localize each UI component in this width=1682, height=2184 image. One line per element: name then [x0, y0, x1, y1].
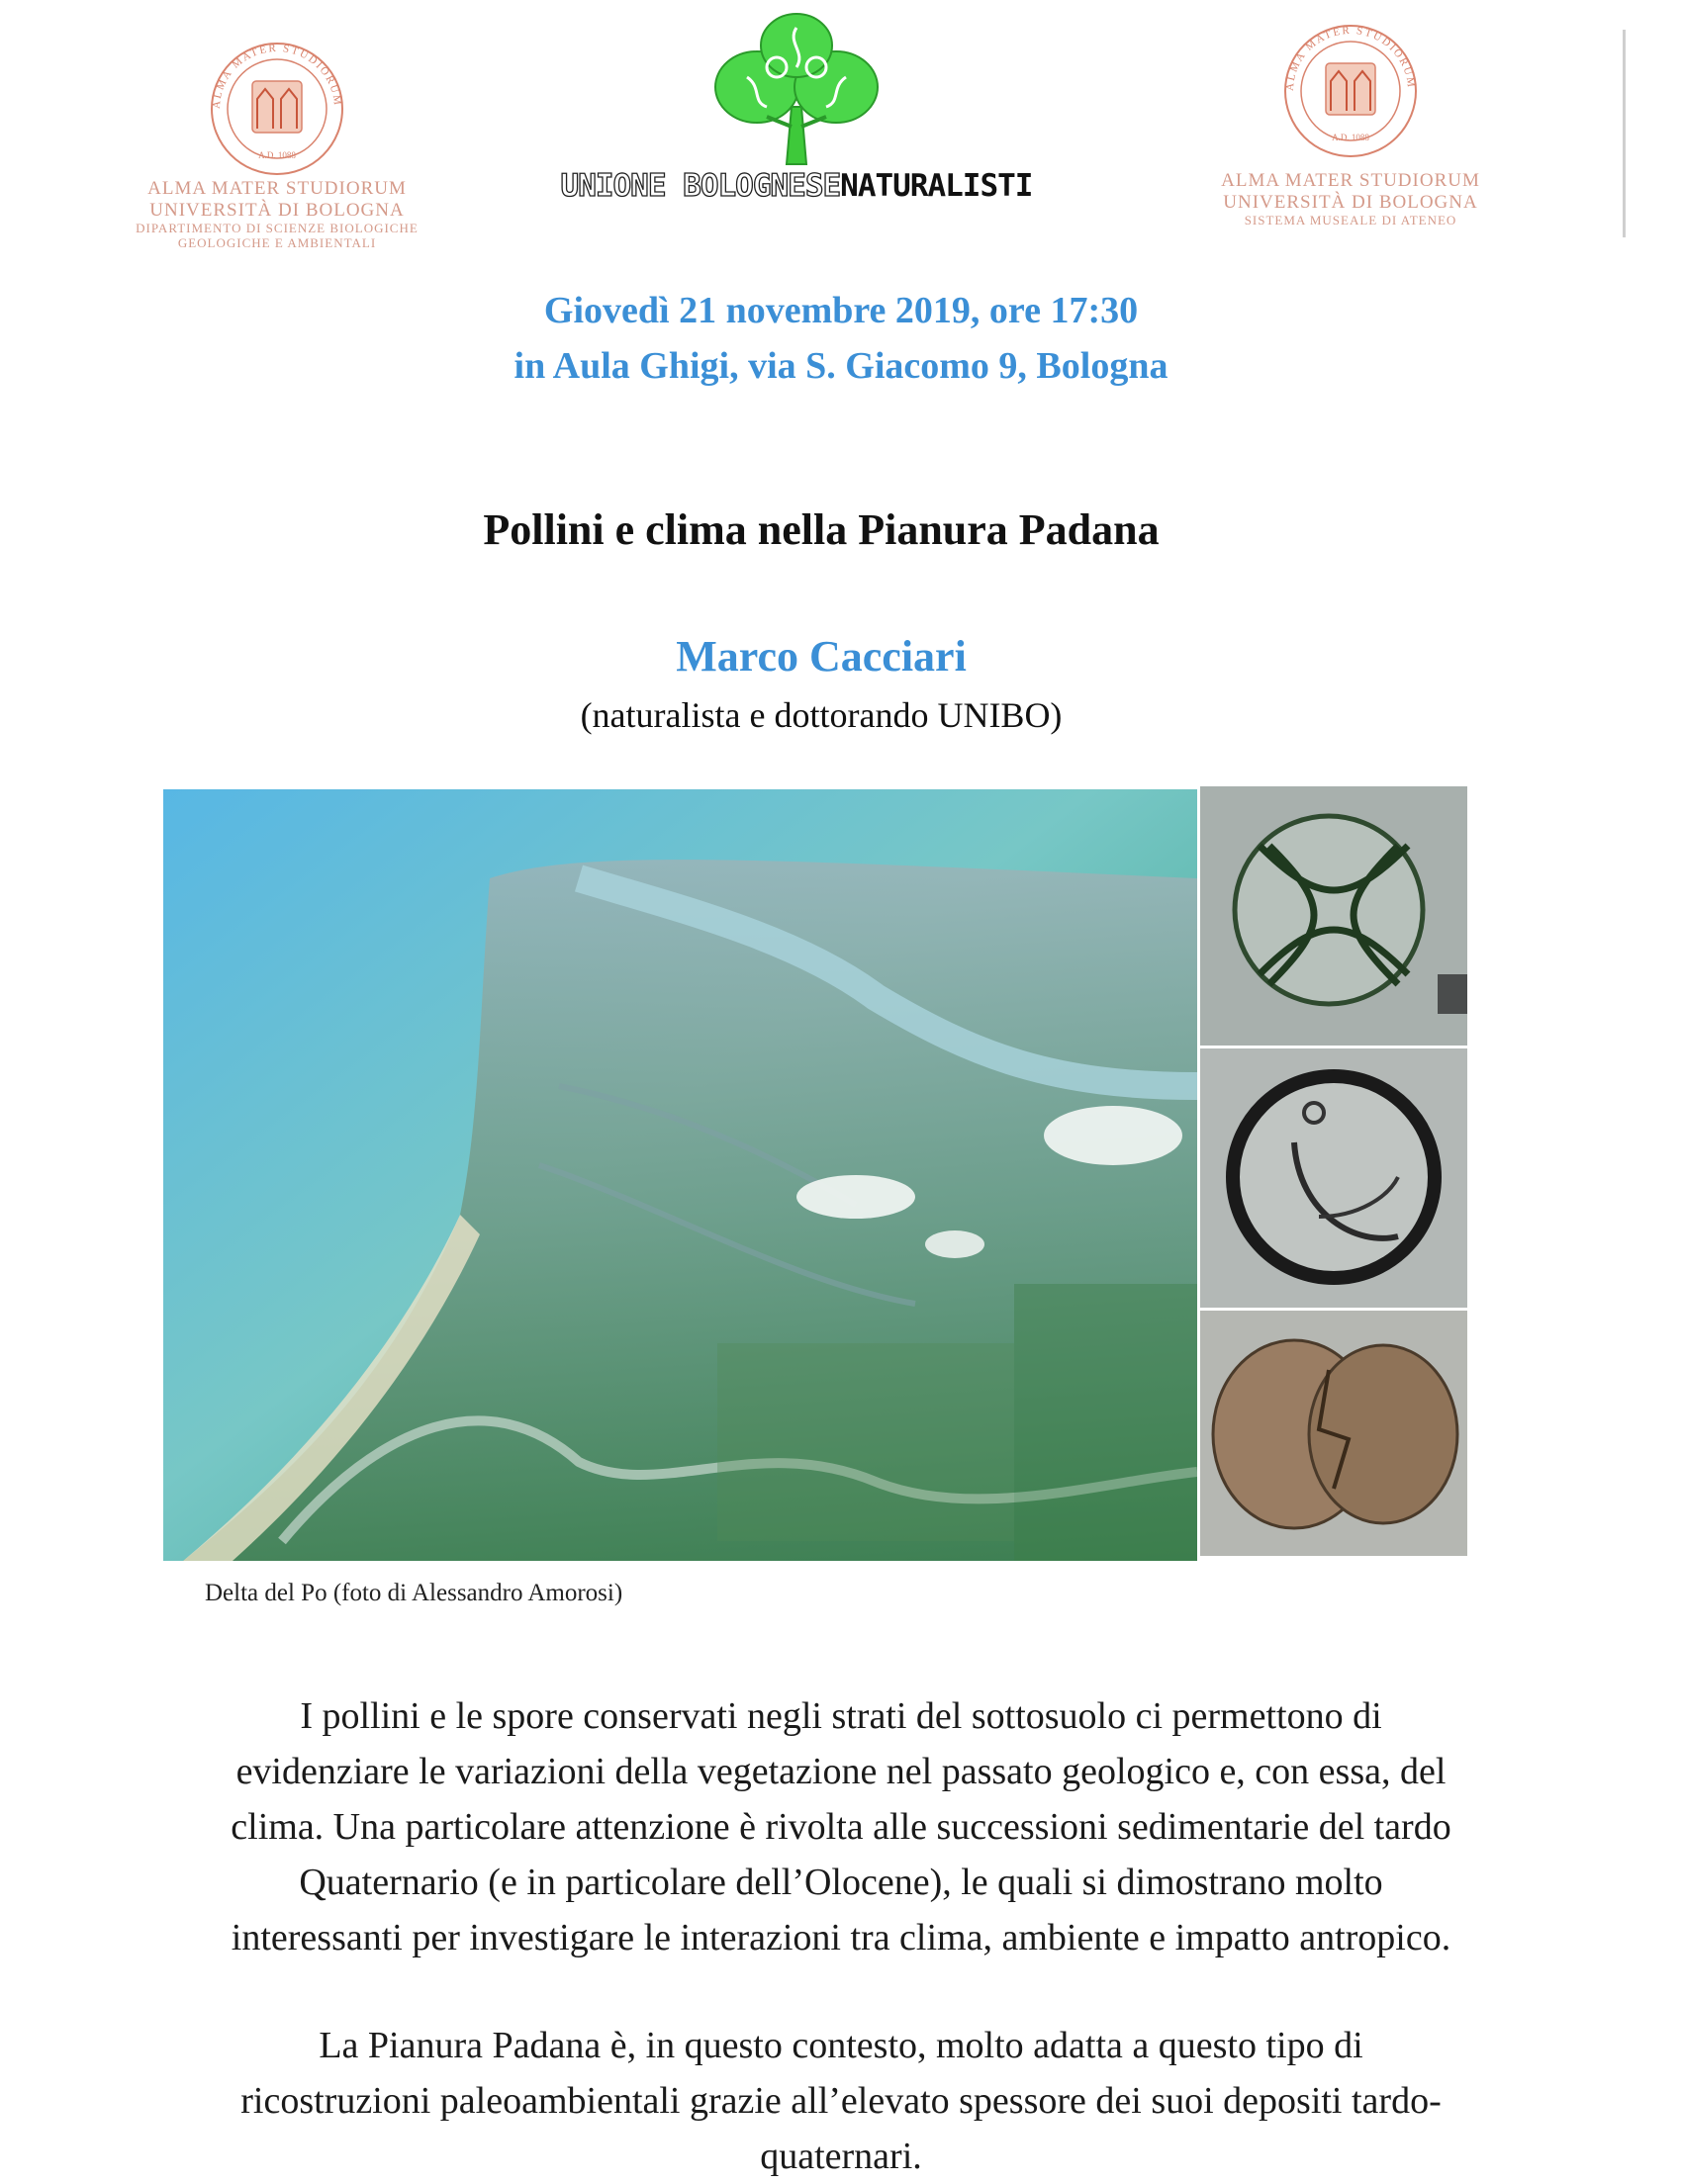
page-edge-line: [1623, 30, 1626, 237]
event-date: Giovedì 21 novembre 2019, ore 17:30: [543, 290, 1139, 331]
seal-caption-line: DIPARTIMENTO DI SCIENZE BIOLOGICHE: [136, 220, 419, 235]
seal-caption-line: SISTEMA MUSEALE DI ATENEO: [1244, 212, 1457, 228]
seal-caption-line: UNIVERSITÀ DI BOLOGNA: [1223, 191, 1478, 213]
logo-word-naturalisti: NATURALISTI: [840, 168, 1033, 204]
svg-text:ALMA MATER STUDIORUM: ALMA MATER STUDIORUM: [210, 42, 344, 110]
pollen-micrograph-2: [1200, 1048, 1467, 1308]
talk-title: Pollini e clima nella Pianura Padana: [483, 505, 1160, 554]
right-seal-caption: [1177, 170, 1524, 228]
left-seal-caption: [99, 178, 455, 251]
paragraph-line: I pollini e le spore conservati negli strati del sottosuolo ci permettono di: [300, 1695, 1382, 1737]
ubn-tree-logo: [707, 8, 886, 166]
pollen-micrograph-1: [1200, 786, 1467, 1046]
seal-caption-line: UNIVERSITÀ DI BOLOGNA: [149, 199, 405, 221]
seal-caption-line: ALMA MATER STUDIORUM: [1221, 170, 1480, 191]
svg-text:ALMA MATER STUDIORUM: ALMA MATER STUDIORUM: [1283, 24, 1418, 92]
left-university-seal: [208, 40, 346, 178]
speaker-name: Marco Cacciari: [676, 632, 967, 681]
paragraph-line: Quaternario (e in particolare dell’Olocene), le quali si dimostrano molto: [299, 1862, 1383, 1903]
ubn-wordmark: [544, 168, 1049, 204]
paragraph-line: evidenziare le variazioni della vegetazione nel passato geologico e, con essa, del: [235, 1751, 1447, 1792]
seal-caption-line: GEOLOGICHE E AMBIENTALI: [177, 234, 377, 250]
paragraph-line: clima. Una particolare attenzione è rivolta alle successioni sedimentarie del tardo: [231, 1806, 1451, 1848]
figure-caption: Delta del Po (foto di Alessandro Amorosi): [205, 1580, 623, 1606]
logo-word-unione-bolognese: UNIONE BOLOGNESE: [560, 168, 841, 204]
paragraph-line: quaternari.: [760, 2136, 922, 2177]
paragraph-line: La Pianura Padana è, in questo contesto, molto adatta a questo tipo di: [319, 2025, 1363, 2066]
po-delta-aerial-photo: [163, 789, 1197, 1561]
body-paragraph-2: [40, 2018, 1642, 2184]
right-university-seal: [1281, 22, 1420, 160]
event-location: in Aula Ghigi, via S. Giacomo 9, Bologna: [514, 345, 1168, 387]
svg-text:A.D. 1088: A.D. 1088: [1332, 133, 1369, 142]
seal-caption-line: ALMA MATER STUDIORUM: [147, 178, 407, 199]
speaker-role: (naturalista e dottorando UNIBO): [580, 695, 1063, 735]
pollen-micrograph-3: [1200, 1311, 1467, 1556]
paragraph-line: ricostruzioni paleoambientali grazie all’elevato spessore dei suoi depositi tardo-: [240, 2080, 1442, 2122]
svg-text:A.D. 1088: A.D. 1088: [258, 150, 296, 160]
paragraph-line: interessanti per investigare le interazioni tra clima, ambiente e impatto antropico.: [231, 1917, 1451, 1958]
body-paragraph-1: [40, 1688, 1642, 1965]
